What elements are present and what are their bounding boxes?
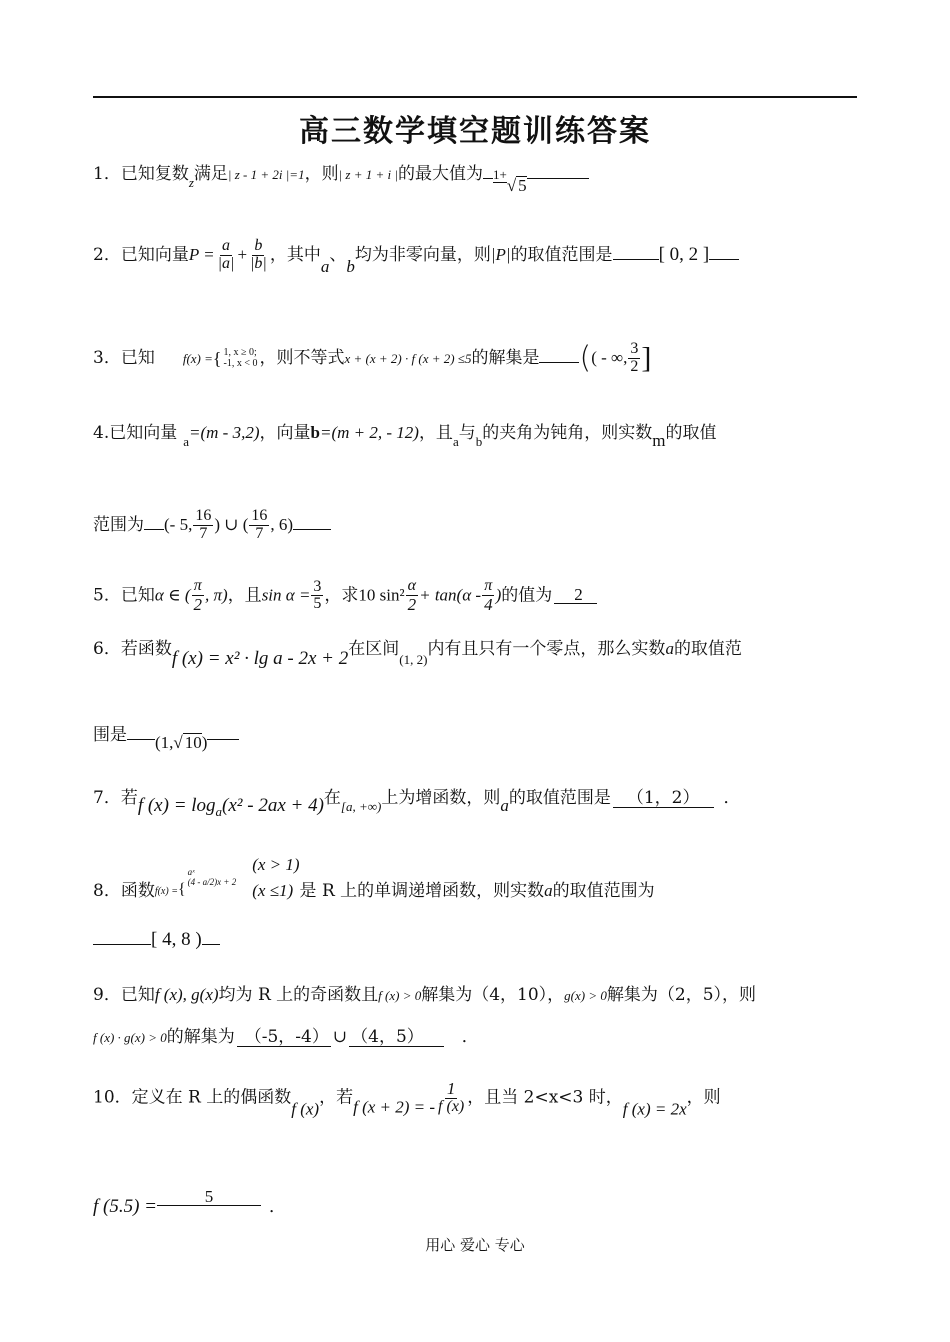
q7-text-2: 在	[323, 788, 341, 808]
q5-alpha-den: 2	[407, 594, 417, 614]
question-2	[93, 238, 863, 275]
q4-answer-1: (- 5,	[164, 514, 193, 534]
q9-union: ∪	[332, 1027, 348, 1046]
question-9	[93, 986, 863, 1004]
q8-case-2: (4 - a/2)x + 2	[187, 876, 237, 887]
q10-frac-den: f (x)	[438, 1097, 465, 1115]
question-8-line-2	[93, 930, 863, 949]
q9-text-2: 均为 R 上的奇函数且	[218, 985, 379, 1005]
q3-number: 3．	[93, 347, 121, 368]
q10-answer: 5	[157, 1188, 261, 1206]
q5-expr-1: 10 sin²	[358, 585, 405, 605]
q3-answer-left: ( - ∞,	[591, 347, 628, 367]
q1-condition: | z - 1 + 2i |=1	[227, 167, 305, 182]
q1-expression: | z + 1 + i |	[338, 167, 398, 182]
q4-vec-a: a	[183, 434, 190, 449]
q6-function: f (x) = x² · lg a - 2x + 2	[171, 648, 349, 669]
q4-answer-2: ) ∪ (	[214, 514, 249, 534]
question-7	[93, 790, 863, 818]
q4-text-6: 的取值	[665, 423, 717, 443]
question-6	[93, 640, 863, 668]
q5-pi4-den: 4	[484, 594, 493, 614]
q6-answer-sqrt: 10	[184, 733, 202, 752]
q8-text-1: 函数	[120, 881, 155, 901]
q7-var-a: a	[500, 796, 509, 815]
q6-answer-end: )	[201, 733, 208, 752]
page-footer: 用心 爱心 专心	[425, 1236, 525, 1254]
q4-text-1: 已知向量	[109, 423, 178, 443]
q9-answer-2: （4，5）	[349, 1029, 444, 1047]
q6-answer-left: (1,	[155, 733, 174, 752]
q8-condition-1: (x > 1)	[252, 855, 300, 874]
question-5	[93, 578, 863, 614]
q10-text-4: ，则	[686, 1087, 721, 1108]
q7-text-3: 上为增函数，则	[381, 788, 501, 808]
q6-var-a: a	[665, 639, 674, 658]
q2-text-4: 的取值范围是	[510, 244, 613, 265]
q9-f-positive: f (x) > 0	[378, 988, 422, 1003]
q2-number: 2．	[93, 244, 121, 265]
q4-var-m: m	[652, 431, 666, 450]
q2-frac-b-num: b	[254, 237, 263, 254]
q2-var-b: b	[346, 256, 355, 276]
q2-answer: [ 0, 2 ]	[658, 243, 710, 265]
q5-number: 5．	[93, 585, 121, 606]
q5-sin: sin α =	[261, 585, 311, 605]
q5-alpha-num: α	[407, 577, 417, 594]
q3-answer-right: ]	[641, 341, 652, 375]
q4-text-4: 与	[458, 423, 476, 443]
q6-interval: (1, 2)	[399, 652, 428, 667]
question-8: 8．函数$_{f(x) =}${ aˣ (4 - a/2)x + 2 (x > 1) (x ≤1) 是 R 上的单调递增函数，则实数a的取值范围为	[93, 852, 863, 903]
q7-number: 7．	[93, 788, 121, 808]
q9-text-6: ．	[461, 1027, 479, 1047]
q1-var-z: z	[188, 175, 194, 190]
q8-number: 8．	[93, 881, 121, 901]
q10-frac-num: 1	[446, 1079, 456, 1098]
q10-text-1: 定义在 R 上的偶函数	[131, 1087, 292, 1108]
q5-text-3: ，求	[324, 585, 359, 606]
q4-text-2: ，向量	[259, 423, 311, 443]
q6-text-4: 的取值范	[673, 639, 742, 659]
q10-text-5: ．	[269, 1197, 287, 1217]
q4-var-b: b	[475, 434, 483, 449]
q2-var-a: a	[320, 256, 330, 276]
q6-text-1: 若函数	[120, 639, 172, 659]
q3-inequality: x + (x + 2) · f (x + 2) ≤5	[344, 350, 472, 366]
q9-functions: f (x), g(x)	[154, 985, 219, 1004]
q5-sin-den: 5	[313, 595, 322, 613]
q10-condition: f (x + 2) = -	[353, 1097, 436, 1117]
q6-text-5: 围是	[93, 725, 127, 745]
q3-text-1: 已知	[120, 347, 155, 368]
question-4	[93, 424, 863, 449]
q10-text-3: ，且当 2<x<3 时，	[467, 1087, 623, 1108]
q4-vec-a-value: =(m - 3,2)	[189, 423, 260, 442]
q2-abs-p: |P|	[490, 244, 511, 264]
q5-alpha-end: , π)	[205, 585, 228, 605]
q1-number: 1．	[93, 164, 121, 184]
question-3: 3．已知 f(x) ={ 1, x ≥ 0; -1, x < 0 ，则不等式x + (x + 2) · f (x + 2) ≤5的解集是 (( - ∞, $\frac{3}{2}$ ]	[93, 340, 652, 376]
q4-answer-den-1: 7	[199, 524, 208, 542]
q4-answer-3: , 6)	[270, 514, 294, 534]
q3-answer-den: 2	[630, 357, 639, 375]
q7-text-5: ．	[723, 788, 741, 808]
q7-text-4: 的取值范围是	[508, 788, 611, 808]
q9-text-4: 解集为（2，5），则	[606, 985, 757, 1005]
q4-text-7: 范围为	[93, 514, 144, 535]
q4-vec-b-value: =(m + 2, - 12)	[319, 423, 419, 442]
q7-base: a	[215, 803, 223, 819]
q6-number: 6．	[93, 639, 121, 659]
q8-answer: [ 4, 8 )	[151, 929, 202, 950]
q8-text-2: 是 R 上的单调递增函数，则实数	[299, 881, 545, 901]
q3-answer-num: 3	[630, 340, 639, 357]
q10-number: 10．	[93, 1087, 132, 1108]
q3-case-2: -1, x < 0	[223, 358, 258, 370]
q9-g-positive: g(x) > 0	[564, 988, 607, 1003]
q3-case-1: 1, x ≥ 0;	[223, 347, 257, 359]
q9-product: f (x) · g(x) > 0	[93, 1030, 167, 1045]
q2-p: P =	[188, 244, 215, 264]
q4-answer-den-2: 7	[255, 524, 264, 542]
q9-text-1: 已知	[120, 985, 155, 1005]
q8-text-3: 的取值范围为	[552, 881, 655, 901]
q1-text-2: 满足	[193, 164, 228, 184]
q3-text-2: ，则不等式	[259, 347, 345, 368]
q9-answer-1: （-5，-4）	[237, 1029, 331, 1047]
q6-text-3: 内有且只有一个零点，那么实数	[427, 639, 666, 659]
q4-answer-num-2: 16	[251, 507, 268, 524]
q1-text-4: 的最大值为	[397, 164, 483, 184]
q2-sep: 、	[329, 244, 347, 265]
question-10-line-2	[93, 1188, 863, 1216]
q8-case-1: aˣ	[187, 866, 195, 877]
q4-var-a: a	[452, 434, 459, 449]
q3-fx: f(x) =	[182, 350, 213, 366]
q5-pi4-num: π	[484, 577, 493, 594]
q5-text-2: ，且	[227, 585, 262, 606]
q8-var-a: a	[544, 881, 553, 900]
q2-text-3: 均为非零向量，则	[354, 244, 491, 265]
q5-alpha-in: α ∈ (	[154, 585, 191, 605]
q6-text-2: 在区间	[348, 639, 400, 659]
q4-number: 4.	[93, 423, 110, 443]
q4-vec-b: b	[310, 423, 320, 442]
q7-answer: （1，2）	[613, 790, 714, 808]
q5-pi-den: 2	[193, 594, 202, 614]
q2-text-1: 已知向量	[120, 244, 189, 265]
q9-text-5: 的解集为	[166, 1027, 235, 1047]
q9-number: 9．	[93, 985, 121, 1005]
question-4-line-2	[93, 508, 863, 543]
q1-blank	[527, 178, 589, 179]
q1-text-1: 已知复数	[120, 164, 189, 184]
q10-definition: f (x) = 2x	[622, 1099, 687, 1119]
q1-text-3: ，则	[304, 164, 339, 184]
q5-expr-3: )	[495, 585, 502, 605]
q5-text-4: 的值为	[501, 585, 553, 606]
q3-text-3: 的解集是	[471, 347, 540, 368]
header-rule	[93, 96, 857, 98]
q8-condition-2: (x ≤1)	[252, 880, 294, 900]
q1-answer-b: 5	[518, 176, 527, 195]
q5-text-1: 已知	[120, 585, 155, 606]
q10-query: f (5.5) =	[93, 1196, 158, 1217]
q7-function-arg: (x² - 2ax + 4)	[222, 795, 324, 816]
question-9-line-2	[93, 1028, 863, 1047]
q5-sin-num: 3	[313, 577, 322, 595]
q7-text-1: 若	[120, 788, 138, 808]
question-1: 1．已知复数$_z$满足| z - 1 + 2i |=1，则| z + 1 + i |的最大值为 1+√ 5	[93, 166, 863, 194]
q2-text-2: ，其中	[269, 244, 321, 265]
q5-expr-2: + tan(α -	[419, 585, 482, 605]
q4-text-3: ，且	[418, 423, 453, 443]
q2-frac-b-den: |b|	[250, 254, 267, 272]
q10-text-2: ，若	[319, 1087, 354, 1108]
q4-text-5: 的夹角为钝角，则实数	[482, 423, 653, 443]
q2-plus: +	[237, 244, 248, 264]
q2-frac-a-num: a	[222, 237, 231, 254]
q8-fx: f(x) =	[154, 886, 178, 897]
question-6-line-2: 围是 (1,√ 10)	[93, 727, 863, 751]
question-10	[93, 1080, 863, 1117]
q1-answer-a: 1+	[492, 167, 507, 182]
q4-answer-num-1: 16	[195, 507, 212, 524]
q7-function: f (x) = log	[137, 795, 216, 816]
page-title: 高三数学填空题训练答案	[299, 114, 651, 149]
q5-answer: 2	[554, 586, 597, 604]
q9-text-3: 解集为（4，10），	[421, 985, 565, 1005]
q7-interval: [a, +∞)	[340, 799, 382, 814]
q10-fx: f (x)	[291, 1099, 320, 1119]
q2-frac-a-den: |a|	[217, 254, 235, 272]
q5-pi-num: π	[193, 577, 202, 594]
